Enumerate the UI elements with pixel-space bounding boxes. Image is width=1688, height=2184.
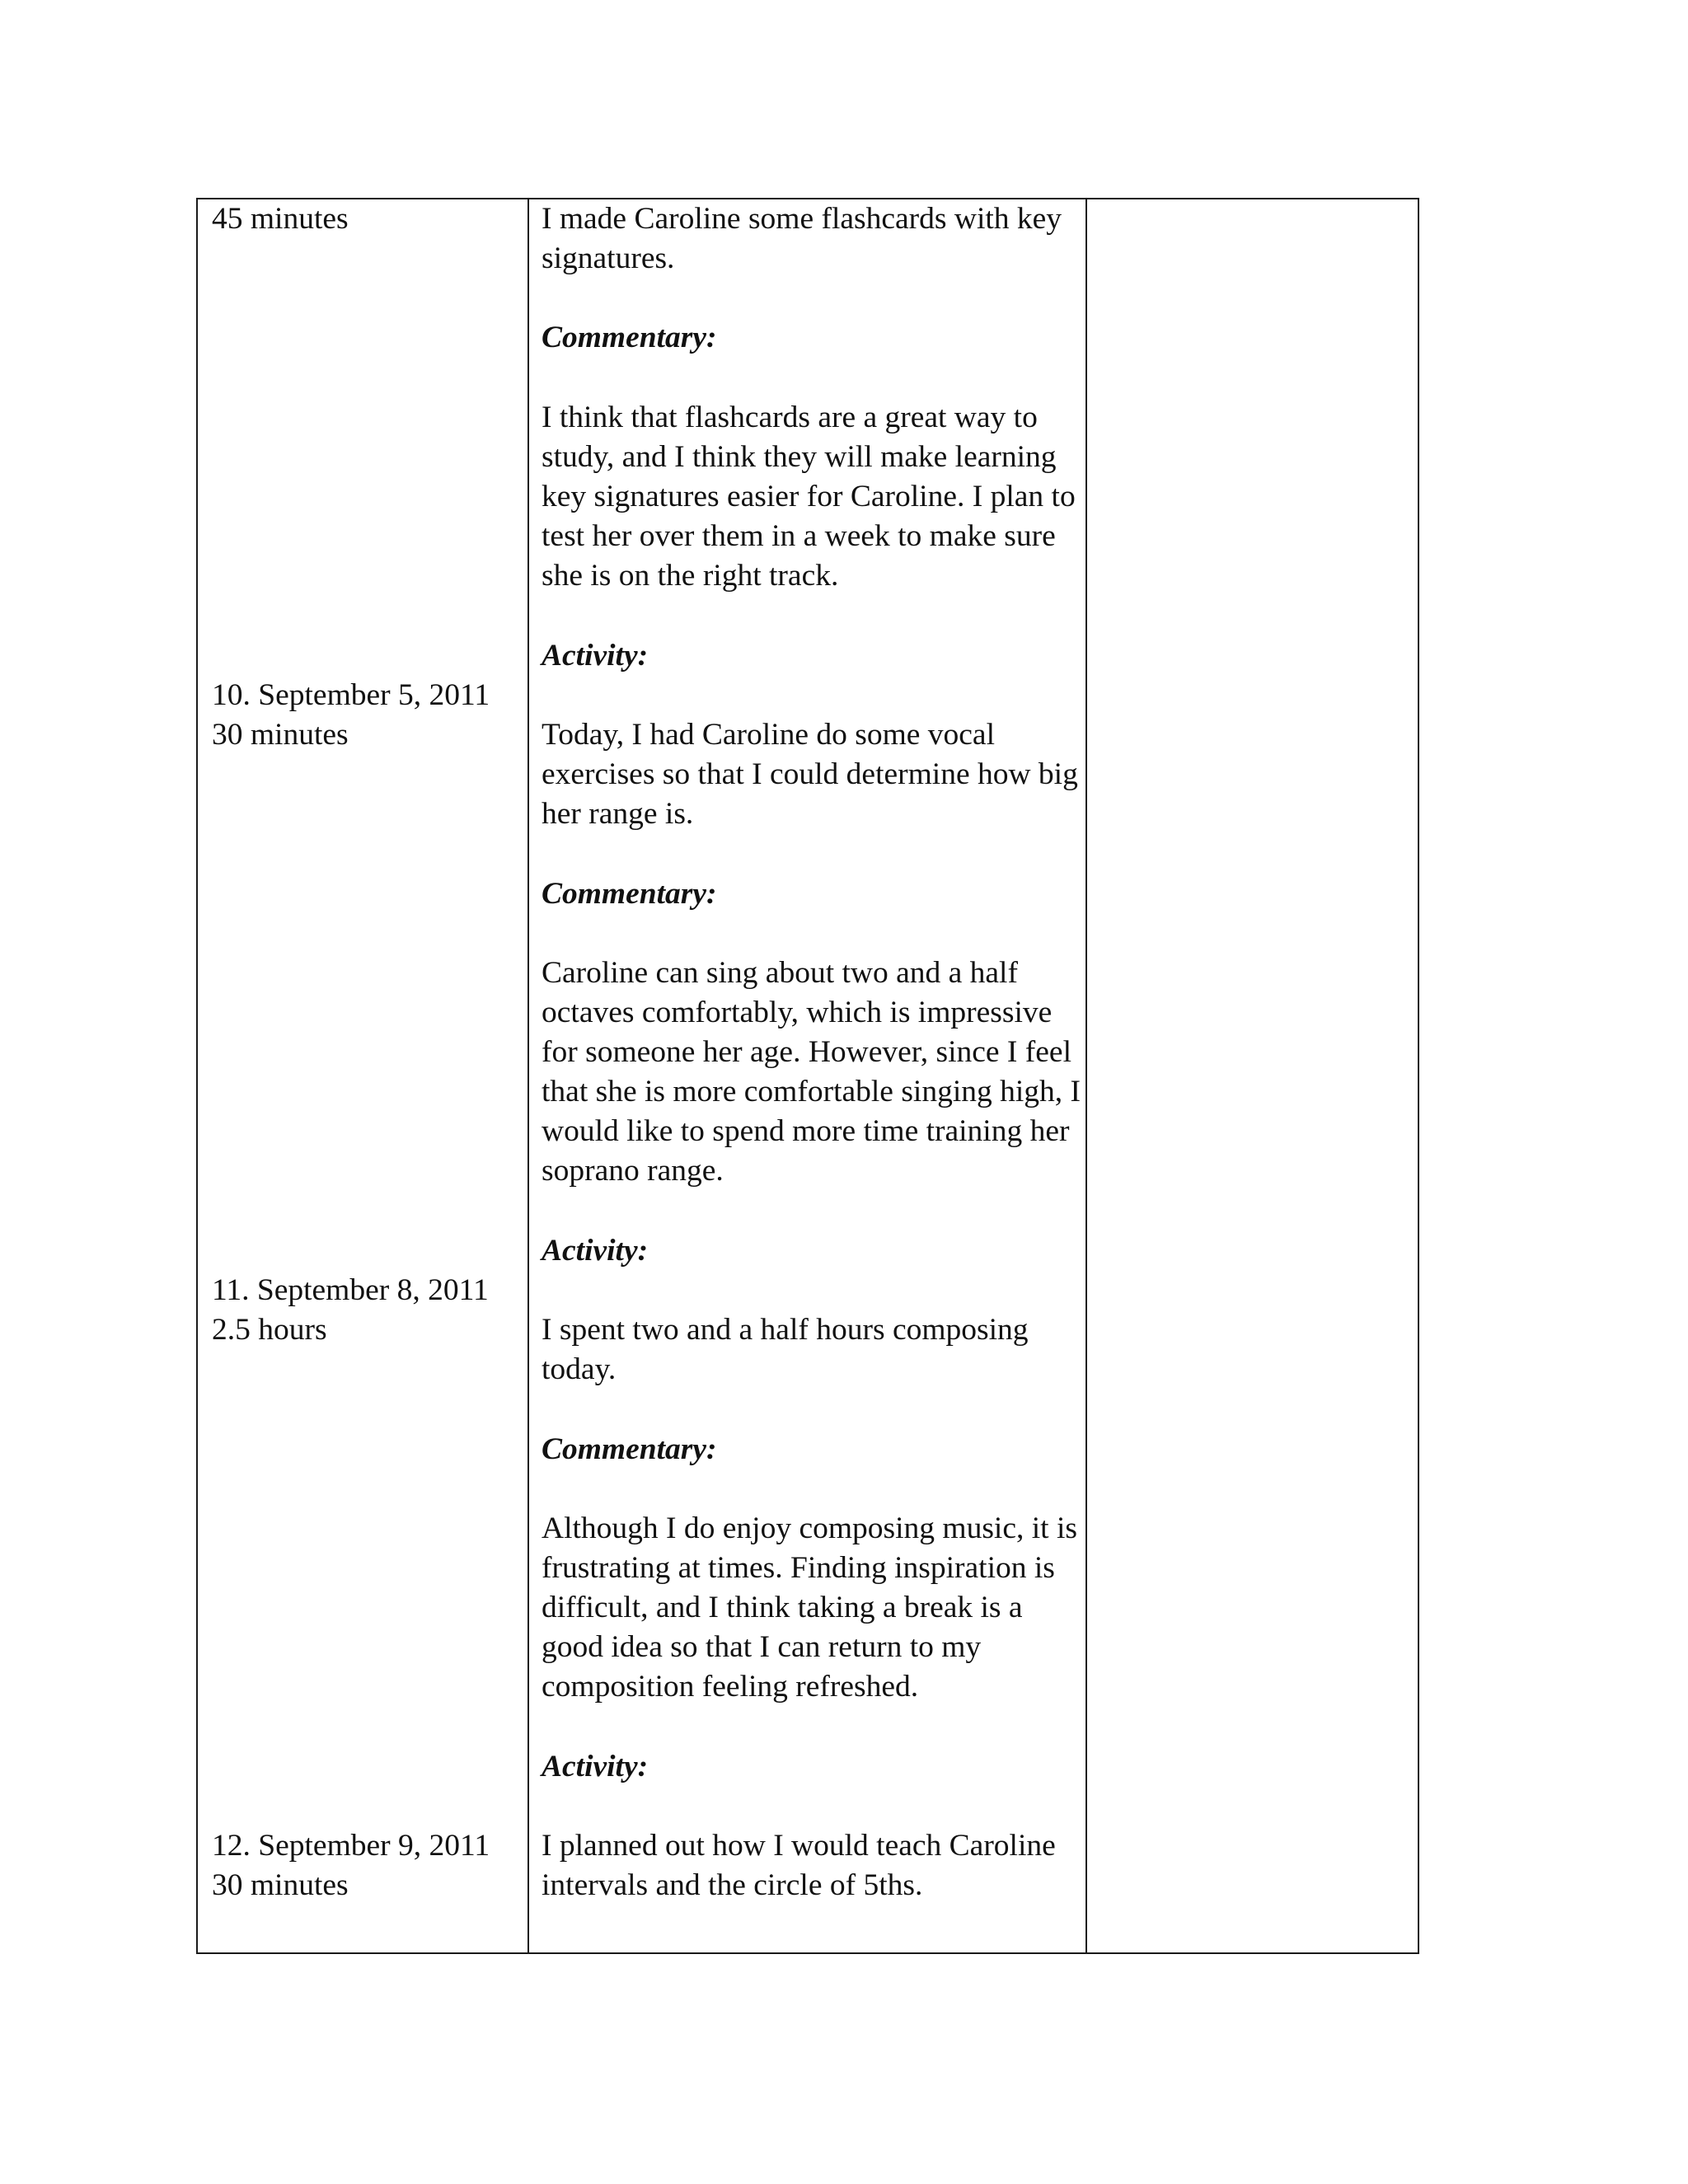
duration-text: 45 minutes	[212, 202, 349, 236]
activity-heading: Activity:	[542, 639, 649, 673]
body-line: Today, I had Caroline do some vocal	[542, 718, 995, 752]
body-line: for someone her age. However, since I feel	[542, 1035, 1071, 1069]
body-line: that she is more comfortable singing high, I	[542, 1075, 1081, 1108]
body-line: exercises so that I could determine how big	[542, 757, 1078, 791]
activity-heading: Activity:	[542, 1750, 649, 1783]
entry-date: 12. September 9, 2011	[212, 1829, 490, 1863]
body-line: difficult, and I think taking a break is a	[542, 1591, 1023, 1624]
body-line: study, and I think they will make learning	[542, 440, 1057, 474]
body-line: today.	[542, 1352, 617, 1386]
activity-heading: Activity:	[542, 1234, 649, 1268]
body-line: signatures.	[542, 241, 675, 275]
body-line: she is on the right track.	[542, 559, 839, 593]
body-line: soprano range.	[542, 1154, 724, 1188]
body-line: Caroline can sing about two and a half	[542, 956, 1018, 990]
column-divider	[528, 199, 529, 1952]
duration-text: 30 minutes	[212, 718, 349, 752]
commentary-heading: Commentary:	[542, 1432, 717, 1466]
body-line: I spent two and a half hours composing	[542, 1313, 1029, 1347]
body-line: intervals and the circle of 5ths.	[542, 1868, 923, 1902]
body-line: would like to spend more time training her	[542, 1114, 1070, 1148]
body-line: octaves comfortably, which is impressive	[542, 996, 1053, 1029]
entry-date: 10. September 5, 2011	[212, 678, 490, 712]
body-line: I made Caroline some flashcards with key	[542, 202, 1062, 236]
body-line: frustrating at times. Finding inspiration is	[542, 1551, 1055, 1585]
body-line: Although I do enjoy composing music, it is	[542, 1511, 1077, 1545]
body-line: key signatures easier for Caroline. I plan to	[542, 480, 1076, 513]
body-line: I planned out how I would teach Caroline	[542, 1829, 1056, 1863]
body-line: I think that flashcards are a great way to	[542, 401, 1038, 434]
entry-date: 11. September 8, 2011	[212, 1273, 489, 1307]
duration-text: 30 minutes	[212, 1868, 349, 1902]
duration-text: 2.5 hours	[212, 1313, 327, 1347]
body-line: test her over them in a week to make sure	[542, 519, 1056, 553]
body-line: good idea so that I can return to my	[542, 1630, 982, 1664]
empty-notes-cell	[1087, 199, 1418, 1952]
body-line: her range is.	[542, 797, 694, 831]
commentary-heading: Commentary:	[542, 877, 717, 911]
time-log-table	[196, 198, 1419, 1954]
body-line: composition feeling refreshed.	[542, 1670, 919, 1704]
commentary-heading: Commentary:	[542, 321, 717, 354]
